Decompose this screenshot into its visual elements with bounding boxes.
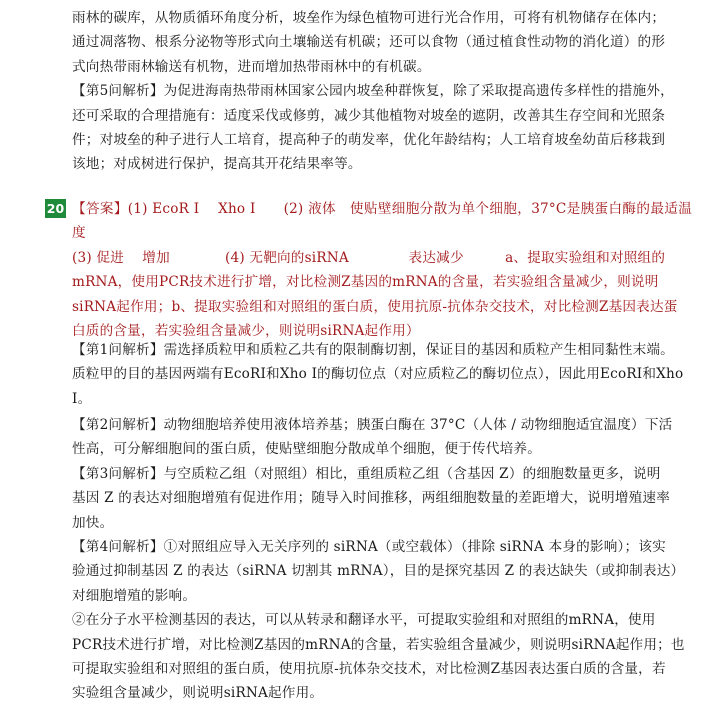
- text-line: PCR技术进行扩增，对比检测Z基因的mRNA的含量，若实验组含量减少，则说明siRNA起作用；也: [72, 636, 685, 653]
- text-line: 该地；对成树进行保护，提高其开花结果率等。: [72, 156, 362, 173]
- answer-line: (3) 促进 增加 (4) 无靶向的siRNA 表达减少 a、提取实验组和对照组的: [72, 249, 666, 266]
- text-line: 实验组含量减少，则说明siRNA起作用。: [72, 685, 324, 702]
- text-line: ②在分子水平检测基因的表达，可以从转录和翻译水平，可提取实验组和对照组的mRNA，使用: [72, 612, 656, 629]
- text-line: 【第3问解析】与空质粒乙组（对照组）相比，重组质粒乙组（含基因 Z）的细胞数量更多，说明: [72, 465, 661, 482]
- answer-line: siRNA起作用；b、提取实验组和对照组的蛋白质，使用抗原-抗体杂交技术，对比检测Z基因表达蛋: [72, 298, 678, 315]
- text-line: 还可采取的合理措施有：适度采伐或修剪，减少其他植物对坡垒的遮阴，改善其生存空间和光照条: [72, 107, 666, 124]
- analysis-parts-2-4: [72, 413, 692, 706]
- question-number-badge: 20: [46, 201, 65, 216]
- text-line: 【第4问解析】①对照组应导入无关序列的 siRNA（或空载体）（排除 siRNA 本身的影响）；该实: [72, 539, 666, 556]
- text-line: I。: [72, 390, 92, 407]
- text-line: 基因 Z 的表达对细胞增殖有促进作用；随导入时间推移，两组细胞数量的差距增大，说明增殖速率: [72, 490, 671, 507]
- previous-question-analysis: [72, 6, 692, 177]
- text-line: 雨林的碳库，从物质循环角度分析，坡垒作为绿色植物可进行光合作用，可将有机物储存在体内；: [72, 10, 666, 26]
- text-line: 加快。: [72, 514, 114, 531]
- text-line: 式向热带雨林输送有机物，进而增加热带雨林中的有机碳。: [72, 58, 431, 75]
- text-line: 可提取实验组和对照组的蛋白质，使用抗原-抗体杂交技术，对比检测Z基因表达蛋白质的含量，若: [72, 661, 666, 678]
- text-line: 对细胞增殖的影响。: [72, 587, 197, 604]
- answer-block: [72, 197, 692, 343]
- text-line: 件；对坡垒的种子进行人工培育，提高种子的萌发率，优化年龄结构；人工培育坡垒幼苗后移栽到: [72, 132, 666, 149]
- text-line: 性高，可分解细胞间的蛋白质，使贴壁细胞分散成单个细胞，便于传代培养。: [72, 441, 541, 458]
- text-line: 验通过抑制基因 Z 的表达（siRNA 切割其 mRNA），目的是探究基因 Z 的表达缺失（或抑制表达）: [72, 563, 685, 580]
- analysis-part1: [72, 338, 692, 411]
- text-line: 【第5问解析】为促进海南热带雨林国家公园内坡垒种群恢复，除了采取提高遗传多样性的措施外，: [72, 83, 674, 100]
- answer-line: 白质的含量，若实验组含量减少，则说明siRNA起作用）: [72, 323, 420, 340]
- text-line: 【第1问解析】需选择质粒甲和质粒乙共有的限制酶切割，保证目的基因和质粒产生相同黏性末端。: [72, 342, 674, 358]
- text-line: 质粒甲的目的基因两端有EcoRI和Xho I的酶切位点（对应质粒乙的酶切位点），因此用EcoRI和Xho: [72, 366, 684, 383]
- answer-line: 【答案】(1) EcoR I Xho I (2) 液体 使贴壁细胞分散为单个细胞，37°C是胰蛋白酶的最适温度: [72, 201, 692, 242]
- answer-line: mRNA，使用PCR技术进行扩增，对比检测Z基因的mRNA的含量，若实验组含量减少，则说明: [72, 274, 659, 291]
- text-line: 通过凋落物、根系分泌物等形式向土壤输送有机碳；还可以食物（通过植食性动物的消化道）的形: [72, 34, 666, 51]
- text-line: 【第2问解析】动物细胞培养使用液体培养基；胰蛋白酶在 37°C（人体 / 动物细胞适宜温度）下活: [72, 417, 673, 433]
